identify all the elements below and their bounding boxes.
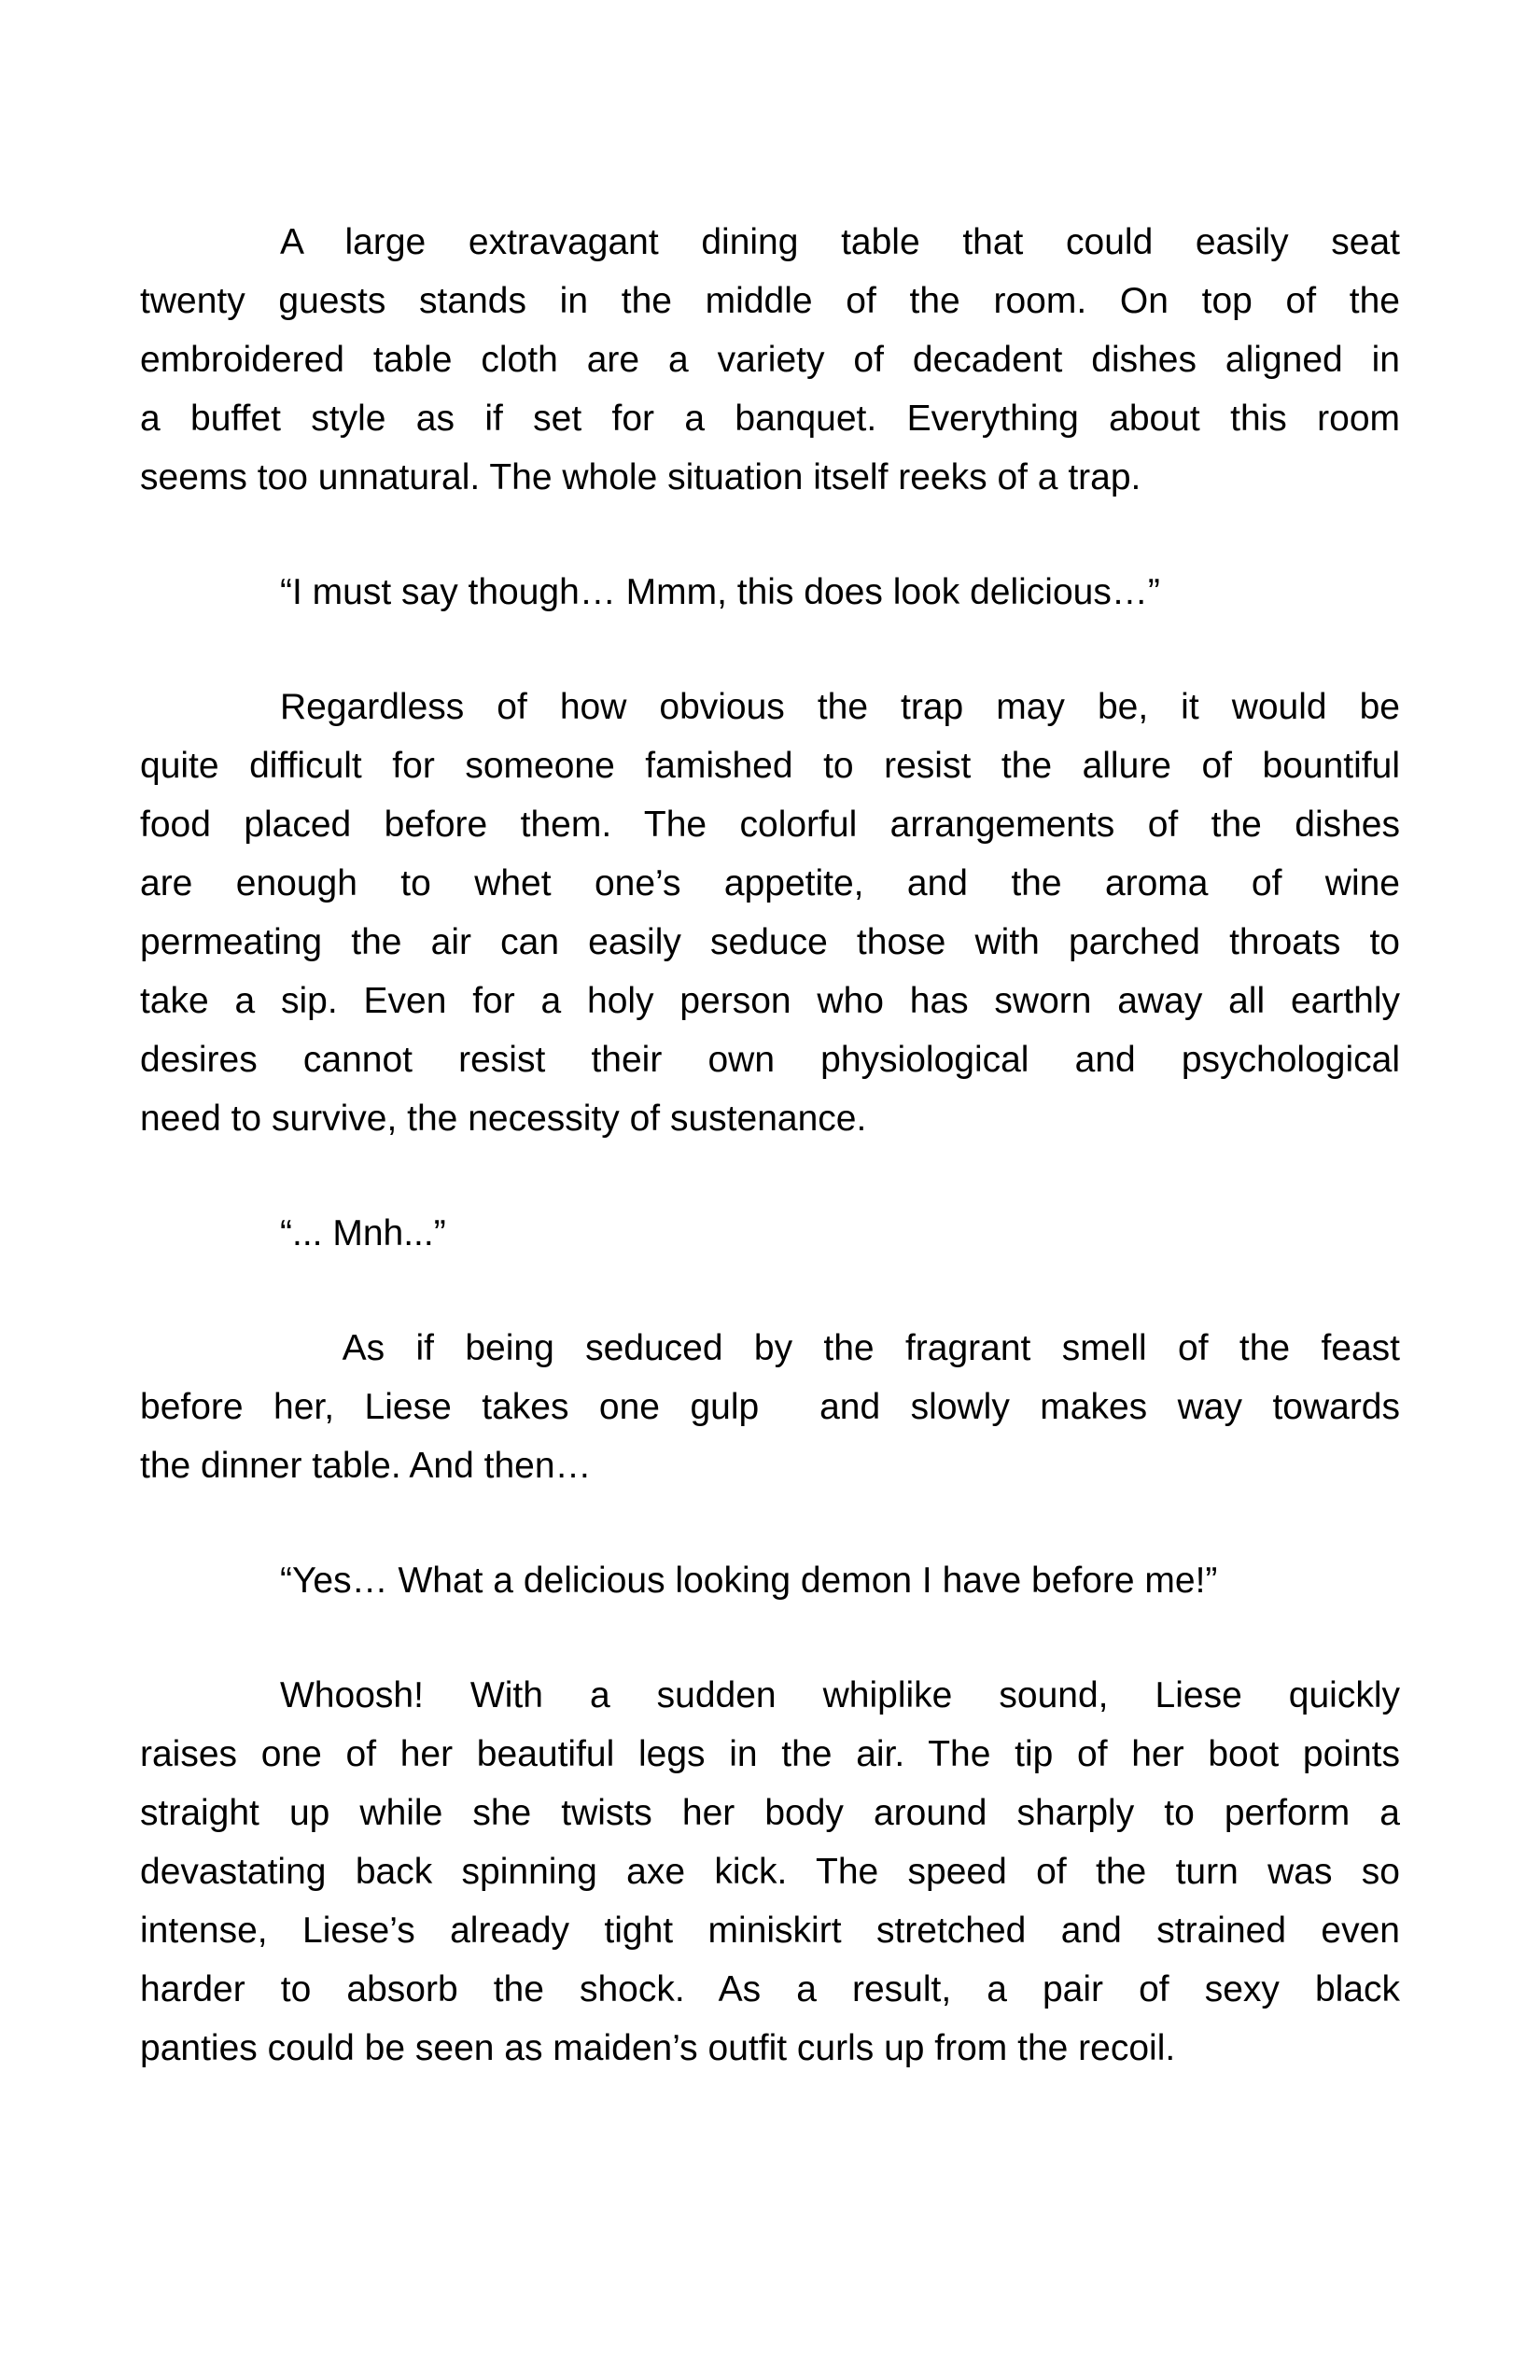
page-text xyxy=(140,213,1400,2134)
text-line: As if being seduced by the fragrant smell of the feast xyxy=(280,1328,1400,1368)
text-line: quite difficult for someone famished to resist the allure of bountiful xyxy=(140,746,1400,786)
text-line: Whoosh! With a sudden whiplike sound, Liese quickly xyxy=(280,1675,1400,1715)
paragraph-dialogue-delicious xyxy=(140,563,1400,622)
text-line: a buffet style as if set for a banquet. Everything about this room xyxy=(140,399,1400,439)
paragraph-dialogue-yes-demon xyxy=(140,1551,1400,1610)
paragraph-dialogue-mnh xyxy=(140,1204,1400,1263)
paragraph-axe-kick xyxy=(140,1666,1400,2078)
paragraph-trap-allure xyxy=(140,678,1400,1148)
text-line: “I must say though… Mmm, this does look delicious…” xyxy=(280,572,1160,612)
text-line: need to survive, the necessity of sustenance. xyxy=(140,1099,867,1139)
text-line: take a sip. Even for a holy person who has sworn away all earthly xyxy=(140,981,1400,1021)
text-line: raises one of her beautiful legs in the air. The tip of her boot points xyxy=(140,1734,1400,1774)
paragraph-dining-table xyxy=(140,213,1400,507)
text-line: food placed before them. The colorful arrangements of the dishes xyxy=(140,805,1400,845)
text-line: permeating the air can easily seduce those with parched throats to xyxy=(140,922,1400,962)
text-line: straight up while she twists her body around sharply to perform a xyxy=(140,1793,1400,1833)
text-line: “... Mnh...” xyxy=(280,1213,446,1253)
text-line: before her, Liese takes one gulp and slowly makes way towards xyxy=(140,1387,1400,1427)
text-line: intense, Liese’s already tight miniskirt stretched and strained even xyxy=(140,1911,1400,1951)
text-line: A large extravagant dining table that could easily seat xyxy=(280,222,1400,262)
text-line: seems too unnatural. The whole situation itself reeks of a trap. xyxy=(140,457,1141,497)
text-line: are enough to whet one’s appetite, and the aroma of wine xyxy=(140,863,1400,903)
text-line: devastating back spinning axe kick. The speed of the turn was so xyxy=(140,1852,1400,1892)
text-line: harder to absorb the shock. As a result, a pair of sexy black xyxy=(140,1969,1400,2009)
paragraph-liese-approaches xyxy=(140,1319,1400,1495)
text-line: “Yes… What a delicious looking demon I have before me!” xyxy=(280,1561,1218,1601)
text-line: the dinner table. And then… xyxy=(140,1446,592,1486)
text-line: embroidered table cloth are a variety of decadent dishes aligned in xyxy=(140,340,1400,380)
text-line: panties could be seen as maiden’s outfit curls up from the recoil. xyxy=(140,2028,1176,2068)
text-line: desires cannot resist their own physiological and psychological xyxy=(140,1040,1400,1080)
text-line: Regardless of how obvious the trap may be, it would be xyxy=(280,687,1400,727)
text-line: twenty guests stands in the middle of the room. On top of the xyxy=(140,281,1400,321)
